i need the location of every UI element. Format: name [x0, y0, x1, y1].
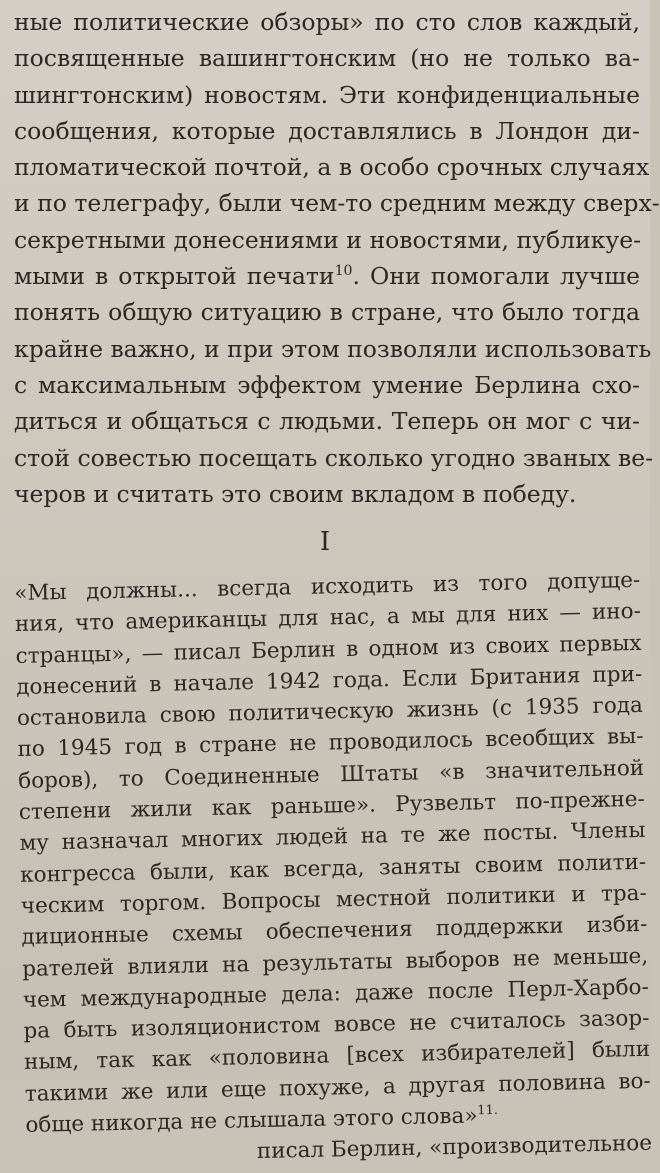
- text-line: донесений в начале 1942 года. Если Британия при-: [16, 661, 643, 700]
- text-line: степени жили как раньше». Рузвельт по-прежне-: [18, 786, 646, 826]
- text-line: по 1945 год в стране не проводилось всеобщих вы-: [17, 724, 644, 763]
- text-line: и по телеграфу, были чем-то средним между сверх-: [14, 189, 660, 218]
- text-line: секретными донесениями и новостями, публикуе-: [14, 225, 642, 254]
- text-line: писал Берлин, «производительное: [256, 1131, 653, 1165]
- text-line: боров), то Соединенные Штаты «в значительной: [17, 755, 645, 794]
- text-fragment: мыми в открытой печати: [14, 262, 335, 291]
- text-line: странцы», — писал Берлин в одном из своих первых: [15, 630, 642, 669]
- text-line: ные политические обзоры» по сто слов каждый,: [14, 8, 640, 36]
- text-line: ния, что американцы для нас, а мы для них — ино-: [14, 599, 642, 638]
- footnote-ref-11: 11.: [477, 1102, 499, 1119]
- text-line: ным, так как «половина [всех избирателей] были: [23, 1037, 651, 1076]
- section-heading: I: [319, 527, 331, 557]
- text-line: чем международные дела: даже после Перл-Харбо-: [22, 974, 649, 1013]
- text-line: черов и считать это своим вкладом в победу.: [14, 479, 577, 508]
- text-line: ческим торгом. Вопросы местной политики и тра-: [20, 880, 648, 919]
- bottom-paragraph: [14, 565, 652, 1173]
- text-line: рателей влияли на результаты выборов не меньше,: [21, 943, 649, 982]
- top-paragraph: [14, 4, 660, 512]
- text-line: му назначал многих людей на те же посты. Члены: [19, 818, 646, 857]
- text-fragment: обще никогда не слышала этого слова»: [25, 1103, 478, 1138]
- text-line: понять общую ситуацию в стране, что было тогда: [14, 298, 640, 327]
- text-line: крайне важно, и при этом позволяли использовать: [14, 334, 652, 363]
- footnote-ref-10: 10: [334, 263, 353, 280]
- text-line: шингтонским) новостям. Эти конфиденциальные: [14, 80, 640, 109]
- text-line: посвященные вашингтонским (но не только ва-: [14, 44, 640, 73]
- text-line-with-footnote: [14, 258, 640, 294]
- text-line: остановила свою политическую жизнь (с 1935 года: [16, 693, 644, 732]
- text-line: ра быть изоляционистом вовсе не считалось зазор-: [23, 1005, 650, 1045]
- text-line: диционные схемы обеспечения поддержки изби-: [21, 912, 648, 951]
- text-line: с максимальным эффектом умение Берлина схо-: [14, 370, 640, 399]
- text-line: стой совестью посещать сколько угодно званых ве-: [14, 443, 654, 472]
- text-line: конгресса были, как всегда, заняты своим полити-: [19, 849, 647, 888]
- text-line: «Мы должны... всегда исходить из того допуще-: [14, 567, 641, 606]
- text-fragment: . Они помогали лучше: [352, 262, 640, 291]
- text-line: такими же или еще похуже, а другая половина во-: [24, 1068, 651, 1107]
- text-line: сообщения, которые доставлялись в Лондон ди-: [14, 116, 640, 145]
- text-line: диться и общаться с людьми. Теперь он мог с чи-: [14, 407, 640, 436]
- text-line: пломатической почтой, а в особо срочных случаях: [14, 153, 650, 182]
